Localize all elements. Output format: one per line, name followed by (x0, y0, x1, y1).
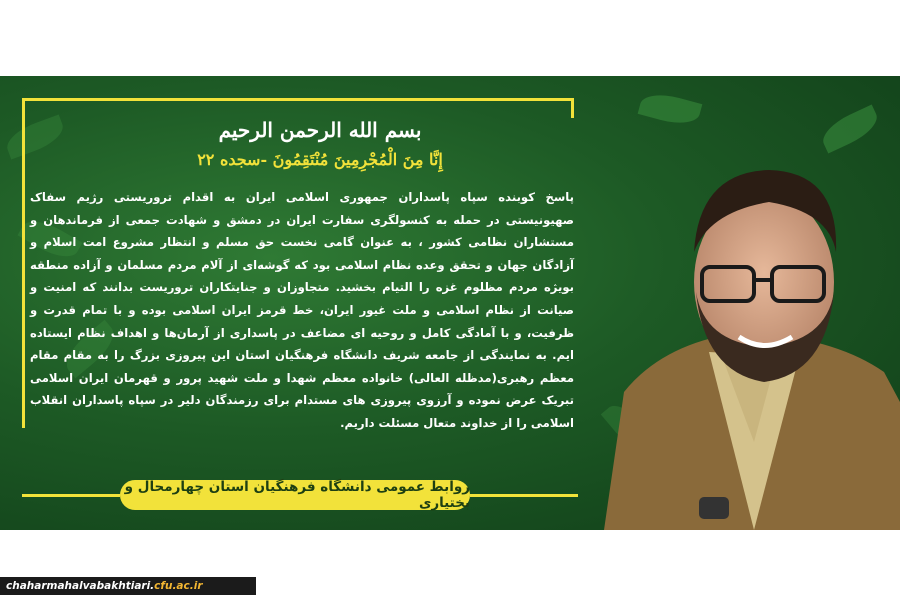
website-bar[interactable] (0, 577, 256, 595)
bismillah-heading: بسم الله الرحمن الرحیم (218, 118, 422, 142)
website-domain: cfu.ac.ir (154, 580, 203, 592)
frame-border-left (22, 98, 25, 428)
message-text: پاسخ کوبنده سپاه پاسداران جمهوری اسلامی ایران به اقدام تروریستی رژیم سفاک صهیونیستی در حمله به کنسولگری سفارت ایران در دمشق و شهادت جمعی از فرماندهان و مستشاران نظامی کشور ، به عنوان گامی نخست حق مسلم و انتظار مشروع امت اسلام و آزادگان جهان و تحقق وعده نظام اسلامی بود که گوشه‌ای از آلام مردم مسلمان و آزاده منطقه بویژه مردم مظلوم غزه را التیام بخشید. متجاوزان و جنایتکاران تروریست بدانند که امنیت و صیانت از نظام اسلامی و ملت غیور ایران، خط قرمز ایران اسلامی بوده و با تمام قدرت و ظرفیت، و با آمادگی کامل و روحیه ای مضاعف در پاسداری از آرمان‌ها و اهداف نظام ایستاده ایم. به نمایندگی از جامعه شریف دانشگاه فرهنگیان استان این پیروزی بزرگ را به مقام مقام معظم رهبری(مدظله العالی) خانواده معظم شهدا و ملت شهید پرور و قهرمان ایران اسلامی تبریک عرض نموده و آرزوی پیروزی های مستدام برای رزمندگان دلیر در سپاه پاسداران انقلاب اسلامی را از خداوند متعال مسئلت داریم. (30, 190, 574, 430)
frame-border-bottom (470, 494, 578, 497)
portrait-photo (604, 142, 900, 530)
website-prefix: chaharmahalvabakhtiari. (6, 580, 155, 592)
signature-badge (120, 480, 470, 510)
quran-verse: إِنَّا مِنَ الْمُجْرِمِينَ مُنْتَقِمُونَ -سجده ۲۲ (197, 150, 443, 169)
leaf-decoration (638, 89, 703, 130)
frame-border-top (22, 98, 574, 101)
announcement-banner (0, 76, 900, 530)
signature-label: روابط عمومی دانشگاه فرهنگیان استان چهارمحال و بختیاری (124, 479, 470, 511)
frame-border-right (571, 98, 574, 118)
leaf-decoration (2, 115, 67, 160)
frame-border-bottom (22, 494, 120, 497)
